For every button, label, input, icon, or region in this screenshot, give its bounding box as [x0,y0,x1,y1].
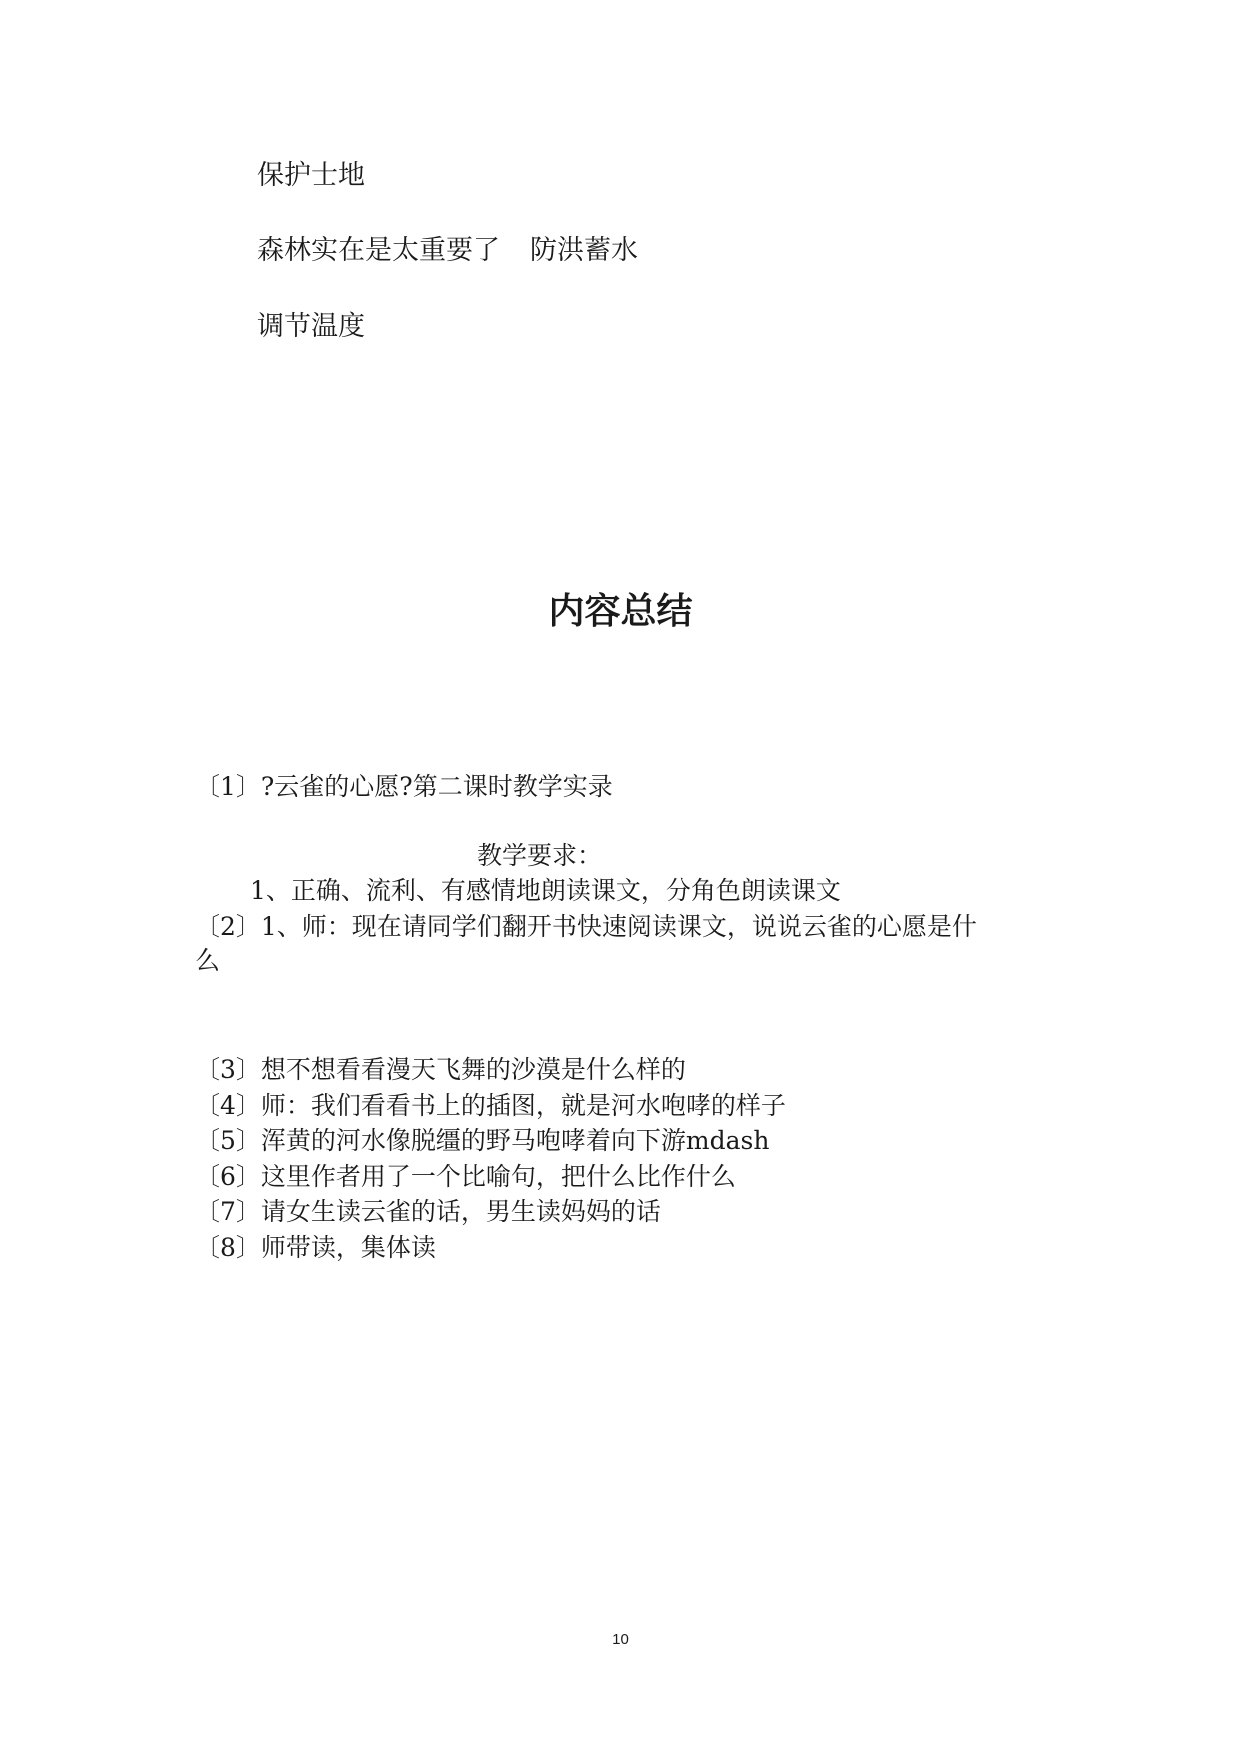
summary-item-1: 〔1〕?云雀的心愿?第二课时教学实录 [195,772,613,801]
section-title: 内容总结 [548,591,693,632]
flood-control-text: 防洪蓄水 [530,235,638,266]
summary-item-2-continued: 么 [195,946,221,975]
page-number: 10 [612,1631,629,1648]
forest-important-text: 森林实在是太重要了 [257,235,500,266]
summary-list [195,1052,1075,1265]
summary-item-5: 〔5〕浑黄的河水像脱缰的野马咆哮着向下游mdash [195,1126,770,1155]
summary-item-3: 〔3〕想不想看看漫天飞舞的沙漠是什么样的 [195,1055,686,1084]
teaching-requirements-heading: 教学要求： [477,841,603,870]
summary-item-4: 〔4〕师：我们看看书上的插图，就是河水咆哮的样子 [195,1090,786,1120]
line-regulate-temperature: 调节温度 [257,311,365,342]
line-protect-soil: 保护士地 [257,160,365,191]
summary-item-6: 〔6〕这里作者用了一个比喻句，把什么比作什么 [195,1161,736,1191]
summary-item-8: 〔8〕师带读，集体读 [195,1232,436,1262]
line-forest-important [257,233,638,269]
summary-item-2: 〔2〕1、师：现在请同学们翻开书快速阅读课文，说说云雀的心愿是什 [195,912,977,941]
summary-item-7: 〔7〕请女生读云雀的话，男生读妈妈的话 [195,1197,661,1226]
teaching-requirement-item: 1、正确、流利、有感情地朗读课文，分角色朗读课文 [250,876,841,905]
